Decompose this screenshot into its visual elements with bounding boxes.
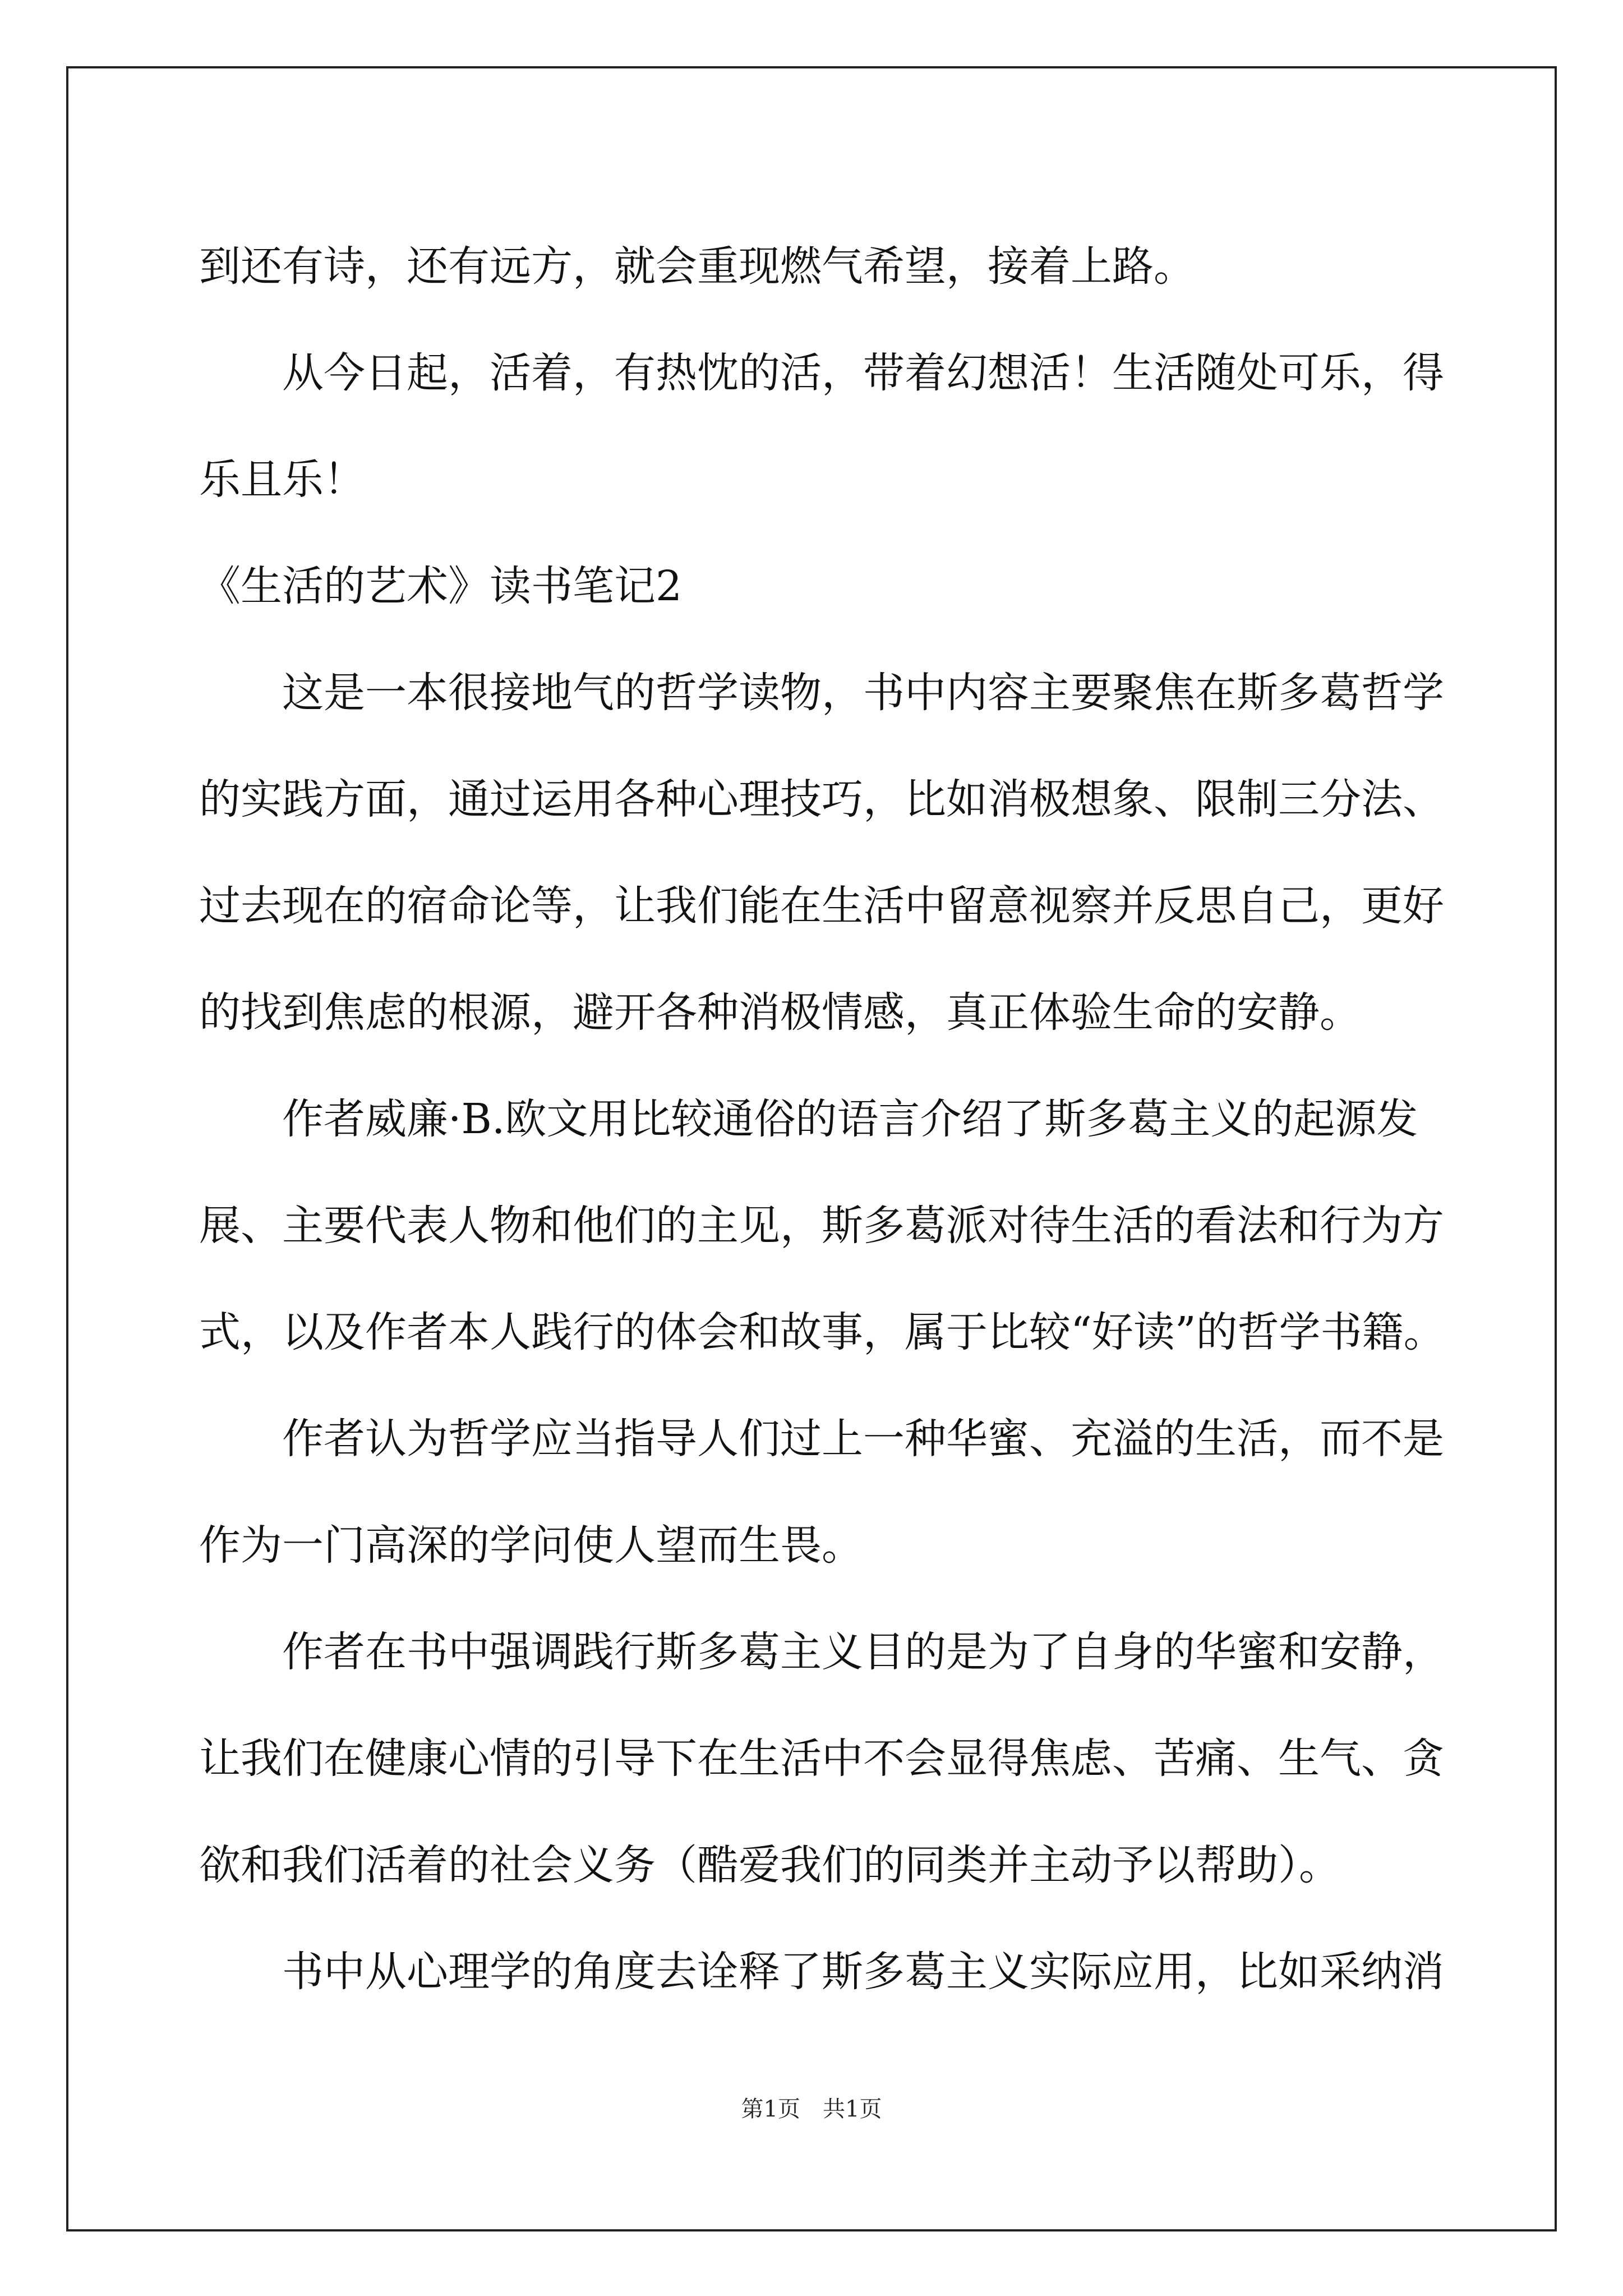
text-line: 让我们在健康心情的引导下在生活中不会显得焦虑、苦痛、生气、贪 (199, 1734, 1444, 1783)
text-line: 作为一门高深的学问使人望而生畏。 (199, 1521, 863, 1570)
text-line-continuation: 到还有诗，还有远方，就会重现燃气希望，接着上路。 (199, 242, 1195, 291)
text-line: 式，以及作者本人践行的体会和故事，属于比较“好读”的哲学书籍。 (199, 1308, 1445, 1356)
text-line: 欲和我们活着的社会义务（酷爱我们的同类并主动予以帮助）。 (199, 1841, 1340, 1889)
text-line: 的实践方面，通过运用各种心理技巧，比如消极想象、限制三分法、 (199, 775, 1444, 823)
section-heading: 《生活的艺术》读书笔记2 (199, 562, 683, 610)
paragraph-first-line: 作者认为哲学应当指导人们过上一种华蜜、充溢的生活，而不是 (282, 1415, 1444, 1463)
paragraph-first-line: 作者在书中强调践行斯多葛主义目的是为了自身的华蜜和安静， (282, 1628, 1444, 1676)
text-line: 的找到焦虑的根源，避开各种消极情感，真正体验生命的安静。 (199, 988, 1361, 1037)
text-line: 过去现在的宿命论等，让我们能在生活中留意视察并反思自己，更好 (199, 882, 1444, 930)
text-line: 乐且乐！ (199, 455, 365, 504)
paragraph-first-line: 这是一本很接地气的哲学读物，书中内容主要聚焦在斯多葛哲学 (282, 669, 1444, 717)
page-number: 第1页 共1页 (741, 2096, 882, 2122)
paragraph-first-line: 作者威廉·B.欧文用比较通俗的语言介绍了斯多葛主义的起源发 (282, 1095, 1418, 1143)
paragraph-first-line: 书中从心理学的角度去诠释了斯多葛主义实际应用，比如采纳消 (282, 1948, 1444, 1996)
document-body (199, 213, 1445, 2025)
text-line: 展、主要代表人物和他们的主见，斯多葛派对待生活的看法和行为方 (199, 1202, 1444, 1250)
paragraph-first-line: 从今日起，活着，有热忱的活，带着幻想活！生活随处可乐，得 (282, 349, 1444, 397)
